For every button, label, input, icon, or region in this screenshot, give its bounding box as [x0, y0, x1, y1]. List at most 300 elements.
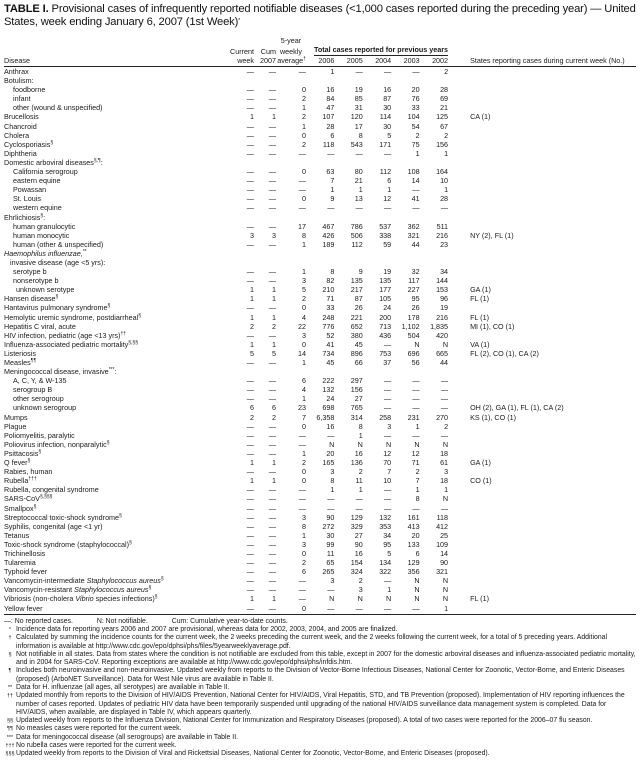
cell-y2004: 105: [379, 294, 392, 304]
cell-y2004: 135: [379, 276, 392, 286]
cell-y2003: 117: [408, 276, 420, 286]
cell-y2006: 698: [322, 403, 335, 413]
footnote-marker: §§: [6, 718, 14, 725]
header-spacer: [306, 36, 448, 45]
cell-y2003: 231: [407, 412, 420, 422]
cell-cum: —: [268, 130, 276, 140]
cell-cw: —: [246, 130, 254, 140]
cell-y2005: 19: [354, 85, 363, 95]
cell-cum: —: [268, 576, 276, 586]
cell-states: [448, 513, 636, 522]
cell-y2003: 54: [411, 121, 420, 131]
footnote-marker: §,¶: [93, 157, 101, 164]
disease-label: Toxic-shock syndrome (staphylococcal): [4, 539, 130, 549]
header-disease: Disease: [4, 56, 230, 67]
cell-avg: 2: [301, 558, 306, 568]
disease-label: foodborne: [13, 85, 46, 95]
cell-states: [448, 431, 636, 440]
cell-y2005: 896: [350, 348, 363, 358]
cell-y2004: [363, 213, 391, 222]
cell-y2003: 2: [415, 130, 420, 140]
cell-states: [448, 67, 636, 77]
cell-y2003: 133: [407, 539, 420, 549]
header-row-2: [4, 45, 636, 56]
table-row: [4, 185, 636, 194]
table-row: [4, 140, 636, 149]
cell-states: [448, 485, 636, 494]
disease-name: [4, 413, 230, 422]
cell-states: OH (2), GA (1), FL (1), CA (2): [470, 403, 564, 413]
cell-cum: —: [268, 221, 276, 231]
disease-label: Haemophilus influenzae,: [4, 248, 83, 258]
cell-states: [448, 385, 636, 394]
cell-states: [448, 549, 636, 558]
cell-y2002: 156: [436, 139, 449, 149]
cell-y2004: 134: [379, 558, 392, 568]
cell-y2006: 272: [322, 521, 335, 531]
cell-cw: —: [246, 267, 254, 277]
table-row: [4, 231, 636, 240]
cell-states: [448, 331, 636, 340]
cell-y2002: [420, 76, 448, 85]
cell-y2004: 34: [383, 530, 392, 540]
disease-label-italic: Staphylococcus aureus: [86, 576, 161, 586]
cell-states: [448, 185, 636, 194]
footnote: [4, 717, 636, 725]
cell-y2002: N: [442, 439, 449, 449]
cell-y2006: 118: [322, 139, 335, 149]
disease-name: [4, 594, 230, 603]
cell-cum: [254, 213, 276, 222]
cell-states: [448, 367, 636, 376]
disease-label: Plague: [4, 421, 27, 431]
table-row: [4, 194, 636, 203]
header-spacer: [254, 36, 276, 45]
footnote-marker: §,§§§: [39, 494, 53, 501]
cell-states: [448, 222, 636, 231]
cell-cw: —: [246, 303, 254, 313]
cell-y2004: —: [384, 503, 392, 513]
cell-cw: —: [246, 430, 254, 440]
cell-y2002: 1: [444, 185, 449, 195]
disease-label: other (wound & unspecified): [13, 103, 103, 113]
cell-cw: —: [246, 503, 254, 513]
cell-y2005: 154: [350, 558, 363, 568]
cell-cw: —: [246, 494, 254, 504]
cell-y2006: 1: [330, 67, 335, 76]
cell-y2004: 338: [379, 230, 392, 240]
disease-label: Hantavirus pulmonary syndrome: [4, 303, 108, 313]
cell-avg: 8: [301, 521, 306, 531]
cell-y2004: 95: [383, 539, 392, 549]
cell-y2005: 221: [350, 312, 363, 322]
header-cum-2: 2007: [254, 56, 276, 67]
cell-y2002: 1: [444, 485, 449, 495]
disease-label: infant: [13, 94, 31, 104]
cell-cw: [230, 258, 254, 267]
cell-avg: 0: [276, 604, 306, 615]
cell-y2005: N: [357, 439, 363, 449]
cell-cum: 1: [271, 339, 276, 349]
cell-y2002: 109: [436, 539, 449, 549]
disease-name: [4, 403, 230, 412]
disease-name: [4, 531, 230, 540]
disease-name: [4, 513, 230, 522]
cell-states: [448, 85, 636, 94]
cell-y2002: —: [440, 203, 449, 213]
cell-cum: 1: [271, 112, 276, 122]
footnote-marker: §: [8, 651, 12, 658]
cell-y2006: 71: [326, 294, 335, 304]
cell-y2006: 16: [326, 421, 335, 431]
disease-name: [4, 258, 230, 267]
cell-y2006: [306, 367, 334, 376]
cell-cw: —: [246, 485, 254, 495]
disease-name: [4, 358, 230, 367]
header-total-cases-label: Total cases reported for previous years: [313, 45, 449, 54]
cell-states: [448, 149, 636, 158]
footnote: [4, 742, 636, 750]
cell-states: CO (1): [470, 476, 492, 486]
cell-y2002: —: [440, 503, 449, 513]
cell-y2002: 19: [440, 303, 449, 313]
cell-y2003: 95: [411, 294, 420, 304]
cell-cw: —: [246, 567, 254, 577]
table-row: [4, 294, 636, 303]
cell-states: MI (1), CO (1): [470, 321, 515, 331]
disease-name: [4, 267, 230, 276]
footnote-text: No rubella cases were reported for the current week.: [16, 742, 177, 750]
cell-y2006: 3: [330, 576, 335, 586]
cell-cum: —: [268, 67, 276, 76]
table-row: [4, 549, 636, 558]
cell-states: FL (1): [470, 294, 489, 304]
cell-cum: —: [268, 358, 276, 367]
disease-label: eastern equine: [13, 176, 61, 186]
cell-cum: 1: [271, 312, 276, 322]
cell-cw: 3: [249, 230, 254, 240]
cell-y2005: [334, 158, 362, 167]
header-year-2002: 2002: [420, 56, 448, 67]
legend-not-notifiable: N: Not notifiable.: [96, 617, 148, 625]
table-row: [4, 313, 636, 322]
cell-y2006: 63: [326, 167, 335, 177]
disease-name: [4, 112, 230, 121]
cell-y2005: 297: [350, 376, 363, 386]
disease-label: Vibriosis (non-cholera: [4, 594, 76, 604]
cell-y2006: —: [306, 604, 334, 615]
disease-name: [4, 522, 230, 531]
cell-y2002: 3: [444, 467, 449, 477]
cell-avg: 0: [301, 467, 306, 477]
disease-name: [4, 167, 230, 176]
cell-y2004: [363, 258, 391, 267]
title-footnote-marker: *: [238, 17, 240, 24]
cell-y2006: 1: [330, 485, 335, 495]
cell-y2006: 9: [330, 194, 335, 204]
cell-y2004: 171: [379, 139, 392, 149]
table-row: [4, 167, 636, 176]
table-row: [4, 531, 636, 540]
cell-y2003: N: [414, 339, 420, 349]
disease-name: [4, 431, 230, 440]
cell-y2002: 270: [436, 412, 449, 422]
footnote-text: Updated weekly from reports to the Division of Viral and Rickettsial Diseases, National Center for Zoonotic, Vector-Borne, and Enteric Diseases (proposed).: [16, 750, 490, 758]
cell-avg: 23: [297, 403, 306, 413]
table-row: [4, 285, 636, 294]
cell-y2003: —: [412, 185, 420, 195]
cell-cum: 1: [271, 458, 276, 468]
cell-y2003: —: [412, 430, 420, 440]
cell-y2006: 30: [326, 530, 335, 540]
table-row: [4, 440, 636, 449]
header-row-3: [4, 56, 636, 67]
cell-y2006: 41: [326, 339, 335, 349]
cell-avg: 6: [301, 376, 306, 386]
cell-cw: —: [246, 530, 254, 540]
cell-y2002: 23: [440, 239, 449, 249]
cell-y2003: 20: [411, 85, 420, 95]
cell-y2006: 33: [326, 303, 335, 313]
disease-name: [4, 122, 230, 131]
cell-cum: —: [268, 148, 276, 158]
footnote-marker: **: [82, 248, 87, 255]
table-row: [4, 322, 636, 331]
header-total-cases: [306, 45, 448, 56]
cell-y2005: 85: [354, 94, 363, 104]
cell-y2005: 27: [354, 530, 363, 540]
disease-name: [4, 349, 230, 358]
disease-name: [4, 504, 230, 513]
cell-y2005: 16: [354, 448, 363, 458]
cell-y2003: 76: [411, 94, 420, 104]
disease-name: [4, 185, 230, 194]
cell-y2002: 34: [440, 267, 449, 277]
cell-cum: —: [268, 485, 276, 495]
disease-label-suffix: :: [114, 367, 117, 377]
cell-y2003: 1: [415, 421, 420, 431]
cell-y2002: —: [440, 403, 449, 413]
footnote: [4, 692, 636, 717]
table-title-text: Provisional cases of infrequently reported notifiable diseases (<1,000 cases reported during the preceding year) — United States, week ending January 6, 2007 (1st Week): [4, 3, 636, 28]
cell-avg: 0: [301, 130, 306, 140]
disease-name: [4, 240, 230, 249]
cell-y2006: 8: [330, 267, 335, 277]
table-row: [4, 485, 636, 494]
cell-y2004: 713: [379, 321, 392, 331]
cell-states: [448, 358, 636, 367]
cell-y2003: [391, 367, 419, 376]
table-row: [4, 567, 636, 576]
table-row: [4, 203, 636, 212]
cell-y2002: 90: [440, 558, 449, 568]
cell-avg: 22: [297, 321, 306, 331]
cell-cum: —: [268, 276, 276, 286]
cell-y2002: N: [442, 494, 449, 504]
cell-cum: [254, 367, 276, 376]
cell-y2002: [420, 213, 448, 222]
table-row: [4, 558, 636, 567]
cell-avg: —: [298, 485, 306, 495]
disease-name: [4, 576, 230, 585]
cell-avg: —: [298, 176, 306, 186]
cell-y2004: 3: [387, 421, 392, 431]
disease-label: western equine: [13, 203, 62, 213]
table-row: [4, 213, 636, 222]
cell-y2006: —: [327, 203, 335, 213]
cell-cw: —: [246, 67, 254, 76]
disease-name: [4, 313, 230, 322]
cell-y2005: [334, 258, 362, 267]
header-spacer: [448, 45, 636, 56]
cell-y2005: 329: [350, 521, 363, 531]
cell-avg: 6: [301, 567, 306, 577]
cell-states: NY (2), FL (1): [470, 230, 514, 240]
cell-cum: —: [268, 548, 276, 558]
cell-cw: —: [246, 194, 254, 204]
cell-cum: —: [268, 467, 276, 477]
footnote-legend: [4, 618, 636, 626]
cell-cw: —: [246, 94, 254, 104]
footnote: [4, 725, 636, 733]
legend-no-cases: —: No reported cases.: [4, 617, 73, 625]
cell-y2003: 108: [407, 167, 420, 177]
cell-cw: 1: [249, 112, 254, 122]
cell-avg: 3: [301, 276, 306, 286]
cell-y2002: 28: [440, 85, 449, 95]
disease-name: [4, 67, 230, 77]
cell-cw: —: [246, 167, 254, 177]
table-row: [4, 122, 636, 131]
cell-y2005: 8: [358, 130, 363, 140]
disease-name: [4, 567, 230, 576]
cell-avg: 14: [297, 348, 306, 358]
cell-cw: —: [246, 176, 254, 186]
cell-states: VA (1): [470, 339, 490, 349]
cell-y2004: 436: [379, 330, 392, 340]
cell-cw: —: [246, 448, 254, 458]
cell-states: [448, 122, 636, 131]
disease-label: Measles: [4, 358, 31, 367]
cell-y2003: 1: [415, 148, 420, 158]
cell-y2006: 24: [326, 394, 335, 404]
cell-y2006: —: [327, 148, 335, 158]
cell-y2005: 765: [350, 403, 363, 413]
cell-y2002: —: [440, 430, 449, 440]
header-row-1: [4, 36, 636, 45]
cell-y2005: [334, 249, 362, 258]
cell-avg: —: [298, 67, 306, 76]
table-row: [4, 258, 636, 267]
cell-y2004: 200: [379, 312, 392, 322]
cell-y2004: 177: [379, 285, 392, 295]
cell-y2006: —: [327, 430, 335, 440]
cell-y2006: 20: [326, 448, 335, 458]
cell-y2003: [391, 258, 419, 267]
cell-avg: 4: [301, 385, 306, 395]
cell-y2005: [334, 367, 362, 376]
cell-cw: —: [246, 576, 254, 586]
cell-y2003: 362: [407, 221, 420, 231]
cell-cw: —: [246, 385, 254, 395]
disease-name: [4, 149, 230, 158]
cell-cum: [254, 258, 276, 267]
cell-states: [448, 376, 636, 385]
cell-cum: 1: [271, 594, 276, 604]
cell-states: FL (1): [470, 312, 489, 322]
cell-cum: —: [268, 139, 276, 149]
cell-y2006: 132: [322, 385, 335, 395]
table-title-label: TABLE I.: [4, 3, 49, 15]
disease-name: [4, 394, 230, 403]
cell-cum: —: [268, 121, 276, 131]
cell-y2006: 265: [322, 567, 335, 577]
cell-y2004: 322: [379, 567, 392, 577]
footnote: [4, 750, 636, 758]
cell-y2005: [334, 76, 362, 85]
cell-y2003: 14: [411, 176, 420, 186]
footnote-marker: †††: [28, 476, 37, 483]
cell-cum: [254, 76, 276, 85]
cell-cw: —: [246, 121, 254, 131]
cell-y2003: 227: [407, 285, 420, 295]
disease-name: [4, 131, 230, 140]
footnote-marker: §: [160, 576, 164, 583]
cell-avg: —: [298, 503, 306, 513]
cell-y2006: 189: [322, 239, 335, 249]
cell-y2005: 120: [350, 112, 363, 122]
disease-label: Hepatitis C viral, acute: [4, 321, 76, 331]
cell-states: [448, 131, 636, 140]
disease-label-italic: Staphylococcus aureus: [74, 585, 149, 595]
cell-avg: 3: [301, 330, 306, 340]
disease-label: Powassan: [13, 185, 47, 195]
cell-cum: [254, 158, 276, 167]
cell-y2002: 1,835: [430, 321, 449, 331]
cell-y2005: 1: [358, 185, 363, 195]
cell-states: CA (1): [470, 112, 491, 122]
cell-y2004: 114: [379, 112, 392, 122]
cell-avg: 3: [301, 539, 306, 549]
cell-y2005: 1: [358, 485, 363, 495]
legend-cumulative: Cum: Cumulative year-to-date counts.: [171, 617, 288, 625]
cell-y2002: 61: [440, 458, 449, 468]
table-row: [4, 76, 636, 85]
cell-y2004: 5: [387, 548, 392, 558]
cell-states: [448, 540, 636, 549]
cell-y2002: 21: [440, 103, 449, 113]
disease-name: [4, 222, 230, 231]
cell-cw: —: [246, 521, 254, 531]
disease-name: [4, 449, 230, 458]
footnote-marker: ††: [6, 693, 14, 700]
table-row: [4, 513, 636, 522]
cell-cum: —: [268, 103, 276, 113]
cell-avg: 0: [301, 303, 306, 313]
cell-avg: —: [298, 439, 306, 449]
cell-y2004: 87: [383, 94, 392, 104]
disease-name: [4, 458, 230, 467]
footnote-marker: §: [50, 139, 54, 146]
cell-y2002: [420, 158, 448, 167]
cell-cw: 2: [249, 321, 254, 331]
cell-y2002: 511: [436, 221, 449, 231]
cell-cum: —: [268, 203, 276, 213]
header-spacer: [448, 36, 636, 45]
cell-y2006: 47: [326, 103, 335, 113]
cell-avg: 2: [301, 112, 306, 122]
cell-y2006: [306, 76, 334, 85]
